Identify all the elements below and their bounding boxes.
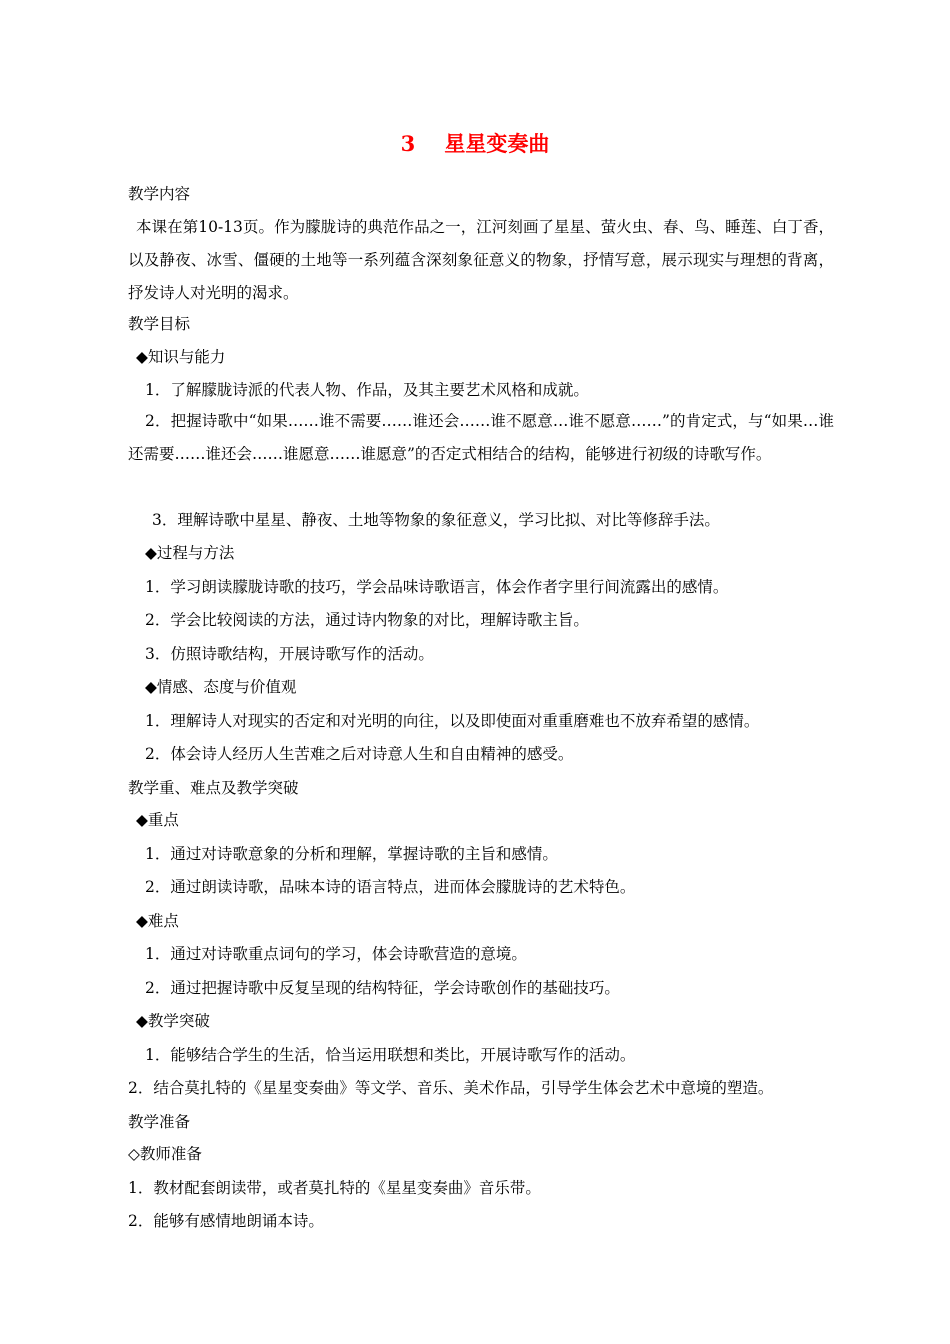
lesson-title: 3 星星变奏曲 xyxy=(400,131,550,156)
prep-heading: 教学准备 xyxy=(128,1113,191,1131)
emotion-item-2: 2．体会诗人经历人生苦难之后对诗意人生和自由精神的感受。 xyxy=(145,745,574,763)
knowledge-heading: ◆知识与能力 xyxy=(136,348,226,366)
breakthrough-item-2: 2．结合莫扎特的《星星变奏曲》等文学、音乐、美术作品，引导学生体会艺术中意境的塑造。 xyxy=(128,1079,774,1097)
focus-heading: ◆重点 xyxy=(136,811,179,829)
content-paragraph: 本课在第10-13页。作为朦胧诗的典范作品之一，江河刻画了星星、萤火虫、春、鸟、睡莲、白丁香，以及静夜、冰雪、僵硬的土地等一系列蕴含深刻象征意义的物象，抒情写意，展示现实与理想的背离，抒发诗人对光明的渴求。 xyxy=(128,218,834,302)
emotion-heading: ◆情感、态度与价值观 xyxy=(145,678,297,696)
knowledge-item-2: 2．把握诗歌中“如果……谁不需要……谁还会……谁不愿意…谁不愿意……”的肯定式，与“如果…谁还需要……谁还会……谁愿意……谁愿意”的否定式相结合的结构，能够进行初级的诗歌写作。 xyxy=(128,412,834,463)
teacher-prep-item-2: 2．能够有感情地朗诵本诗。 xyxy=(128,1212,324,1230)
teacher-prep-item-1: 1．教材配套朗读带，或者莫扎特的《星星变奏曲》音乐带。 xyxy=(128,1179,541,1197)
difficulty-item-2: 2．通过把握诗歌中反复呈现的结构特征，学会诗歌创作的基础技巧。 xyxy=(145,979,620,997)
teacher-prep-heading: ◇教师准备 xyxy=(128,1145,202,1163)
content-heading: 教学内容 xyxy=(128,185,191,203)
emotion-item-1: 1．理解诗人对现实的否定和对光明的向往，以及即使面对重重磨难也不放弃希望的感情。 xyxy=(145,712,760,730)
knowledge-item-1: 1．了解朦胧诗派的代表人物、作品，及其主要艺术风格和成就。 xyxy=(145,381,589,399)
breakthrough-heading: ◆教学突破 xyxy=(136,1012,210,1030)
process-item-3: 3．仿照诗歌结构，开展诗歌写作的活动。 xyxy=(145,645,434,663)
process-heading: ◆过程与方法 xyxy=(145,544,235,562)
breakthrough-item-1: 1．能够结合学生的生活，恰当运用联想和类比，开展诗歌写作的活动。 xyxy=(145,1046,636,1064)
focus-item-2: 2．通过朗读诗歌，品味本诗的语言特点，进而体会朦胧诗的艺术特色。 xyxy=(145,878,636,896)
focus-item-1: 1．通过对诗歌意象的分析和理解，掌握诗歌的主旨和感情。 xyxy=(145,845,558,863)
process-item-2: 2．学会比较阅读的方法，通过诗内物象的对比，理解诗歌主旨。 xyxy=(145,611,589,629)
knowledge-item-3: 3．理解诗歌中星星、静夜、土地等物象的象征意义，学习比拟、对比等修辞手法。 xyxy=(152,511,720,529)
key-heading: 教学重、难点及教学突破 xyxy=(128,779,299,797)
process-item-1: 1．学习朗读朦胧诗歌的技巧，学会品味诗歌语言，体会作者字里行间流露出的感情。 xyxy=(145,578,729,596)
difficulty-item-1: 1．通过对诗歌重点词句的学习，体会诗歌营造的意境。 xyxy=(145,945,527,963)
difficulty-heading: ◆难点 xyxy=(136,912,179,930)
goals-heading: 教学目标 xyxy=(128,315,191,333)
